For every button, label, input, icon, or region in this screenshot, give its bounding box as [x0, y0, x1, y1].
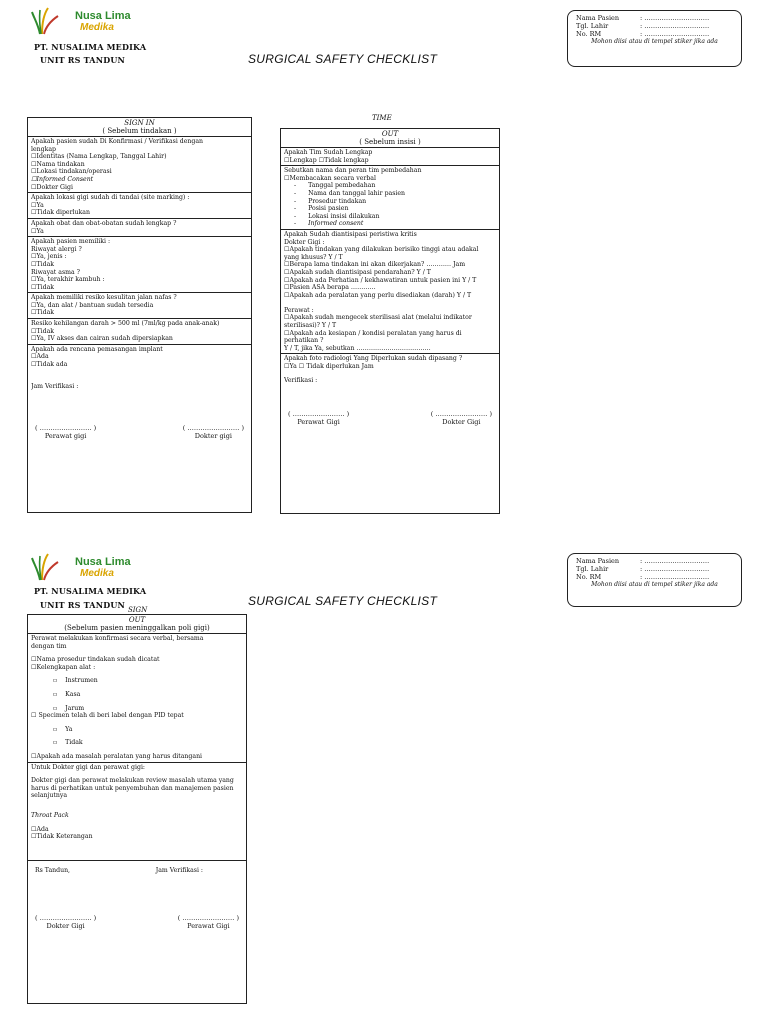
sign-in-implant-section	[28, 345, 251, 467]
verification-label: Verifikasi :	[284, 376, 318, 384]
sign-in-site-marking-section	[28, 193, 251, 219]
text-line: Perawat melakukan konfirmasi secara verbal, bersama	[31, 635, 204, 642]
checkbox-item[interactable]: ☐Apakah ada kesiapan / kondisi peralatan yang harus di	[284, 329, 462, 337]
text-line: Dokter Gigi :	[284, 238, 325, 246]
checkbox-item[interactable]: ▫ Tidak	[53, 739, 83, 747]
list-item: - Posisi pasien	[294, 205, 349, 213]
checkbox-item[interactable]: ☐ Specimen telah di beri label dengan PID tepat	[31, 712, 184, 720]
checkbox-item[interactable]: ☐Ya ☐ Tidak diperlukan Jam	[284, 363, 374, 371]
checkbox-item[interactable]: ☐Tidak	[31, 309, 55, 317]
checkbox-item[interactable]: ☐Ya, IV akses dan cairan sudah dipersiapkan	[31, 335, 173, 343]
time-out-panel	[280, 128, 500, 514]
text-line: Riwayat alergi ?	[31, 245, 82, 253]
text-line: Riwayat asma ?	[31, 268, 80, 276]
checkbox-item[interactable]: ▫ Instrumen	[53, 677, 98, 685]
sign-in-panel	[27, 117, 252, 513]
checkbox-item[interactable]: ☐Tidak diperlukan	[31, 209, 90, 217]
text-line: Apakah pasien memiliki :	[31, 238, 111, 246]
review-text: Dokter gigi dan perawat melakukan review masalah utama yang harus di perhatikan untuk penyembuhan dan manajemen pasien selanjutnya	[31, 777, 234, 800]
verification-time-label: Jam Verifikasi :	[31, 382, 79, 390]
checkbox-item[interactable]: ☐Ada	[31, 353, 49, 361]
text-line: Apakah Tim Sudah Lengkap	[284, 149, 373, 156]
checkbox-item[interactable]: ☐Identitas (Nama Lengkap, Tanggal Lahir)	[31, 153, 167, 161]
checkbox-item[interactable]: ☐Ada	[31, 825, 49, 833]
checkbox-item[interactable]: ☐Ya, jenis :	[31, 253, 67, 261]
birth-date-label: Tgl. Lahir	[576, 565, 609, 573]
signature-label: Dokter gigi	[194, 432, 232, 441]
sign-out-signature-section	[28, 861, 246, 932]
checkbox-item[interactable]: ▫ Jarum	[53, 704, 85, 712]
brand-subname: Medika	[80, 568, 114, 579]
text-line: Apakah foto radiologi Yang Diperlukan sudah dipasang ?	[284, 355, 463, 363]
text-line: sterilisasi)? Y / T	[284, 322, 337, 330]
time-out-roles-section	[281, 166, 499, 230]
checkbox-item[interactable]: ☐Ya	[31, 227, 44, 235]
sign-out-review-section	[28, 763, 246, 861]
list-item: - Prosedur tindakan	[294, 197, 367, 205]
patient-name-value: : …………………………	[640, 557, 710, 565]
list-item: - Lokasi insisi dilakukan	[294, 212, 380, 220]
time-out-radiology-section	[281, 354, 499, 427]
dentist-signature[interactable]	[431, 410, 492, 426]
signature-line: ( …………………… )	[177, 914, 239, 923]
checkbox-item[interactable]: ☐Apakah ada peralatan yang perlu disediakan (darah) Y / T	[284, 291, 472, 299]
text-line: Apakah pasien sudah Di Konfirmasi / Verifikasi dengan	[31, 138, 204, 145]
text-line: Resiko kehilangan darah > 500 ml (7ml/kg pada anak-anak)	[31, 320, 220, 328]
sign-out-subtitle: (Sebelum pasien meninggalkan poli gigi)	[64, 624, 210, 632]
spacer-line	[284, 299, 496, 307]
sign-in-airway-section	[28, 293, 251, 319]
patient-box-note: Mohon diisi atau di tempel stiker jika ada	[591, 581, 718, 588]
org-name: PT. NUSALIMA MEDIKA	[34, 42, 147, 52]
sign-in-title: SIGN IN	[124, 119, 155, 127]
medical-record-value: : …………………………	[640, 573, 710, 581]
location-label: Rs Tandun,	[35, 866, 71, 874]
medical-record-label: No. RM	[576, 573, 602, 581]
signature-label: Perawat Gigi	[187, 922, 230, 931]
signature-label: Perawat gigi	[44, 432, 87, 441]
text-line: yang khusus? Y / T	[284, 253, 343, 261]
sign-out-title: OUT	[128, 616, 146, 624]
sign-out-header	[28, 615, 246, 634]
signature-line: ( …………………… )	[288, 410, 350, 419]
time-out-caption: TIME	[372, 114, 392, 122]
signature-label: Dokter Gigi	[46, 922, 85, 931]
medical-record-label: No. RM	[576, 30, 602, 38]
checkbox-item[interactable]: ▫ Ya	[53, 725, 73, 733]
checkbox-item[interactable]: ☐Berapa lama tindakan ini akan dikerjakan? ………… Jam	[284, 261, 466, 269]
verification-time-label: Jam Verifikasi :	[155, 866, 203, 874]
signature-label: Dokter Gigi	[442, 418, 481, 427]
sign-in-history-section	[28, 237, 251, 293]
checkbox-item[interactable]: ☐Apakah sudah diantisipasi pendarahan? Y / T	[284, 268, 431, 276]
checkbox-item[interactable]: ☐Nama prosedur tindakan sudah dicatat	[31, 656, 160, 664]
brand-subname: Medika	[80, 22, 114, 33]
signature-line: ( …………………… )	[182, 424, 244, 433]
sign-out-signatures	[31, 914, 243, 930]
checkbox-item[interactable]: ☐Dokter Gigi	[31, 183, 73, 191]
text-line: Sebutkan nama dan peran tim pembedahan	[284, 167, 422, 175]
page-title: SURGICAL SAFETY CHECKLIST	[248, 594, 438, 608]
text-line: lengkap	[31, 145, 56, 153]
patient-name-label: Nama Pasien	[576, 14, 620, 22]
list-item: - Nama dan tanggal lahir pasien	[294, 189, 406, 197]
brand-name: Nusa Lima	[75, 10, 131, 22]
checkbox-item[interactable]: ☐Nama tindakan	[31, 160, 85, 168]
sign-in-header	[28, 118, 251, 137]
text-line: Apakah obat dan obat-obatan sudah lengkap ?	[31, 219, 177, 227]
signature-line: ( …………………… )	[430, 410, 492, 419]
sign-in-signatures	[31, 424, 248, 440]
text-line: Apakah ada rencana pemasangan implant	[31, 345, 163, 353]
text-line: Apakah memiliki resiko kesulitan jalan nafas ?	[31, 294, 177, 302]
checkbox-item[interactable]: ☐Tidak Keterangan	[31, 833, 93, 841]
signature-line: ( …………………… )	[35, 914, 97, 923]
unit-name: UNIT RS TANDUN	[40, 55, 126, 65]
checkbox-item[interactable]: ☐Tidak ada	[31, 361, 68, 369]
checkbox-item[interactable]: ☐Ya	[31, 201, 44, 209]
time-out-team-section	[281, 148, 499, 166]
time-out-signatures	[284, 410, 496, 426]
patient-name-label: Nama Pasien	[576, 557, 620, 565]
checkbox-item[interactable]: ☐Tidak	[31, 283, 55, 291]
time-out-critical-events-section	[281, 230, 499, 355]
brand-name: Nusa Lima	[75, 556, 131, 568]
checkbox-item[interactable]: ☐Ya, terakhir kambuh :	[31, 276, 105, 284]
checkbox-item[interactable]: ☐Tidak	[31, 327, 55, 335]
checkbox-item[interactable]: ☐Tidak	[31, 260, 55, 268]
birth-date-value: : …………………………	[640, 22, 710, 30]
sign-out-panel	[27, 614, 247, 1004]
throat-pack-label: Throat Pack	[31, 811, 69, 819]
checkbox-item[interactable]: ▫ Kasa	[53, 690, 81, 698]
checkbox-item[interactable]: ☐Membacakan secara verbal	[284, 174, 376, 182]
sign-in-blood-loss-section	[28, 319, 251, 345]
checkbox-item[interactable]: ☐Apakah tindakan yang dilakukan berisiko tinggi atau adakal	[284, 246, 479, 254]
signature-line: ( …………………… )	[35, 424, 97, 433]
checkbox-item[interactable]: ☐Apakah ada masalah peralatan yang harus ditangani	[31, 752, 203, 760]
medical-record-value: : …………………………	[640, 30, 710, 38]
patient-id-box	[567, 10, 742, 67]
time-out-title: OUT	[381, 130, 399, 138]
signature-label: Perawat Gigi	[297, 418, 340, 427]
checkbox-item[interactable]: ☐Apakah sudah mengecek sterilisasi alat (melalui indikator	[284, 314, 472, 322]
checkbox-item[interactable]: ☐Apakah ada Perhatian / kekhawatiran untuk pasien ini Y / T	[284, 276, 477, 284]
text-line: Untuk Dokter gigi dan perawat gigi:	[31, 763, 146, 771]
list-item: - Informed consent	[294, 220, 364, 228]
sign-out-confirmation-section	[28, 634, 246, 763]
text-line: Y / T, jika Ya, sebutkan ………………………………	[284, 344, 431, 352]
text-line: Apakah lokasi gigi sudah di tandai (site marking) :	[31, 194, 190, 202]
time-out-header	[281, 129, 499, 148]
sign-in-medication-section	[28, 219, 251, 237]
text-line: perhatikan ?	[284, 337, 324, 345]
time-out-subtitle: ( Sebelum insisi )	[359, 138, 421, 146]
sign-out-caption: SIGN	[128, 606, 148, 614]
text-line: Apakah Sudah diantisipasi peristiwa kritis	[284, 230, 417, 238]
checkbox-item[interactable]: ☐Informed Consent	[31, 175, 94, 183]
sign-in-subtitle: ( Sebelum tindakan )	[102, 127, 177, 135]
birth-date-label: Tgl. Lahir	[576, 22, 609, 30]
checkbox-item[interactable]: ☐Kelengkapan alat :	[31, 663, 96, 671]
checkbox-item[interactable]: ☐Pasien ASA berapa …………	[284, 284, 376, 292]
patient-box-note: Mohon diisi atau di tempel stiker jika ada	[591, 38, 718, 45]
nurse-signature[interactable]	[35, 424, 96, 440]
sign-in-identity-section	[28, 137, 251, 193]
text-line: Perawat :	[284, 306, 314, 314]
checkbox-item[interactable]: ☐Lokasi tindakan/operasi	[31, 168, 112, 176]
dentist-signature[interactable]	[183, 424, 244, 440]
checkbox-item[interactable]: ☐Ya, dan alat / bantuan sudah tersedia	[31, 301, 154, 309]
nurse-signature[interactable]	[178, 914, 239, 930]
page-title: SURGICAL SAFETY CHECKLIST	[248, 52, 438, 66]
nurse-signature[interactable]	[288, 410, 349, 426]
unit-name: UNIT RS TANDUN	[40, 600, 126, 610]
org-name: PT. NUSALIMA MEDIKA	[34, 586, 147, 596]
patient-name-value: : …………………………	[640, 14, 710, 22]
dentist-signature[interactable]	[35, 914, 96, 930]
checkbox-item[interactable]: ☐Lengkap ☐Tidak lengkap	[284, 156, 369, 164]
birth-date-value: : …………………………	[640, 565, 710, 573]
list-item: - Tanggal pembedahan	[294, 182, 376, 190]
patient-id-box	[567, 553, 742, 607]
text-line: dengan tim	[31, 642, 67, 650]
